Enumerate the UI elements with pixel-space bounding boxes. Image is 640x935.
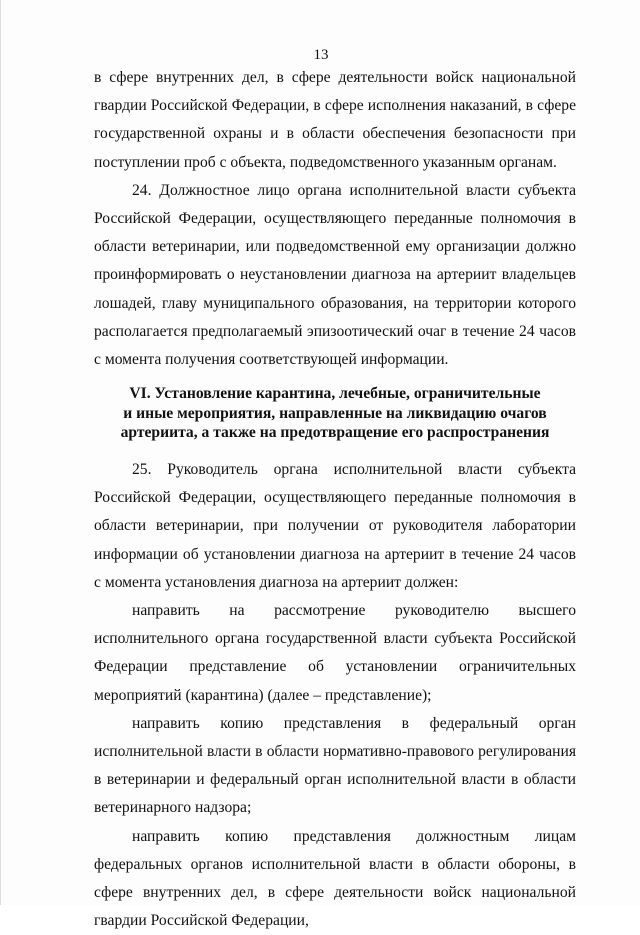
page-number: 13 — [313, 47, 329, 63]
list-item: направить копию представления в федеральный орган исполнительной власти в области нормативно-правового регулирования в ветеринарии и федеральный орган исполнительной власти в области ветеринарного надзора; — [94, 714, 576, 817]
section-heading-line: VI. Установление карантина, лечебные, ограничительные — [129, 385, 541, 402]
text-block-top — [94, 64, 576, 374]
list-item: направить на рассмотрение руководителю высшего исполнительного органа государственной власти субъекта Российской Федерации представление об установлении ограничительных мероприятий (карантина) (далее – представление); — [94, 602, 576, 704]
section-heading-line: артериита, а также на предотвращение его распространения — [120, 424, 550, 441]
paragraph-25: 25. Руководитель органа исполнительной власти субъекта Российской Федерации, осуществляющего переданные полномочия в области ветеринарии, при получении от руководителя лаборатории информации об установлении диагноза на артериит в течение 24 часов с момента установления диагноза на артериит должен: — [94, 461, 576, 591]
section-heading — [94, 384, 576, 443]
section-heading-line: и иные мероприятия, направленные на ликвидацию очагов — [123, 404, 547, 422]
text-block-bottom — [94, 456, 576, 935]
paragraph-24: 24. Должностное лицо органа исполнительной власти субъекта Российской Федерации, осуществляющего переданные полномочия в области ветеринарии, или подведомственной ему организации должно проинформировать о неустановлении диагноза на артериит владельцев лошадей, главу муниципального образования, на территории которого располагается предполагаемый эпизоотический очаг в течение 24 часов с момента получения соответствующей информации. — [94, 181, 576, 369]
list-item: направить копию представления должностным лицам федеральных органов исполнительной власти в области обороны, в сфере внутренних дел, в сфере деятельности войск национальной гвардии Российской Федерации, — [94, 827, 576, 930]
paragraph-continuation: в сфере внутренних дел, в сфере деятельности войск национальной гвардии Российской Федерации, в сфере исполнения наказаний, в сфере государственной охраны и в области обеспечения безопасности при поступлении проб с объекта, подведомственного указанным органам. — [94, 69, 576, 171]
